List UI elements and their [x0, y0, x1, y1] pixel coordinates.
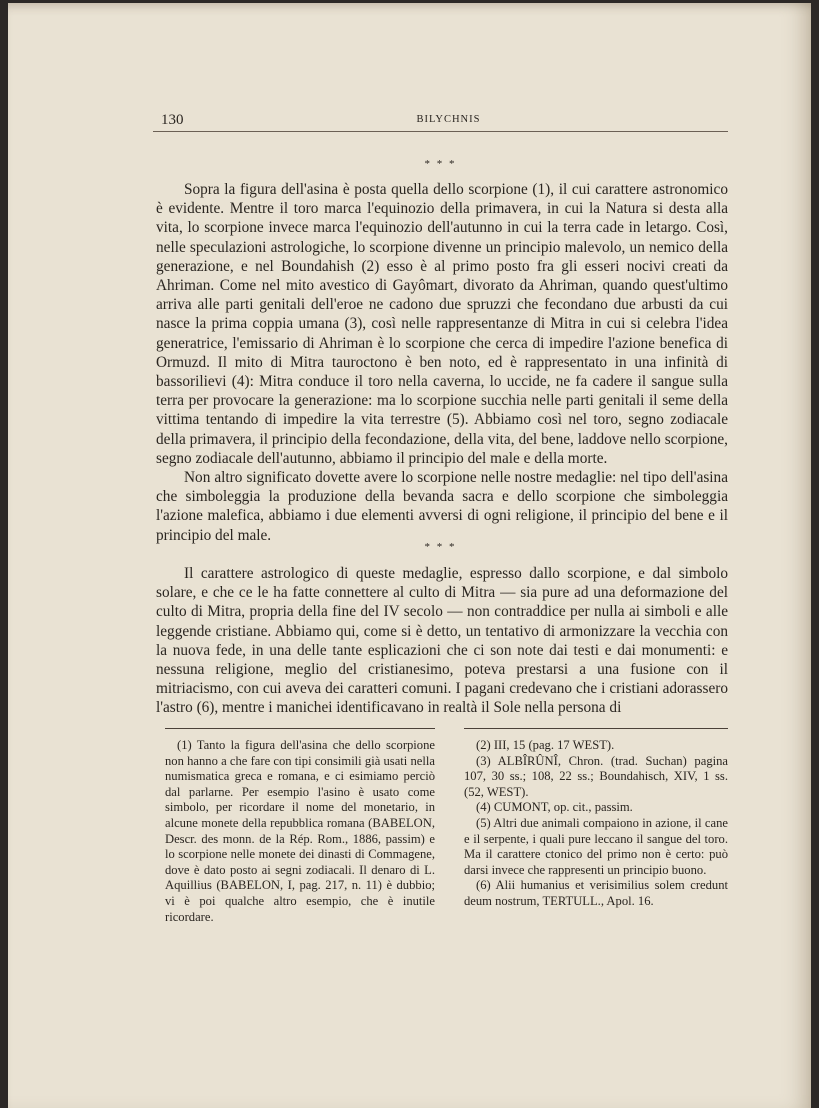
footnotes-right-column: [464, 738, 728, 910]
footnote-rule-left: [165, 728, 435, 729]
section-separator: * * *: [424, 541, 457, 553]
page-number: 130: [161, 112, 184, 128]
footnote: (6) Alii humanius et verisimilius solem credunt deum nostrum, TERTULL., Apol. 16.: [464, 878, 728, 908]
paragraph: Il carattere astrologico di queste medaglie, espresso dallo scorpione, e dal simbolo solare, e che ce le ha fatte connettere al culto di Mitra — sia pure ad una deformazione del culto di Mitra, propria della fine del IV secolo — non contraddice per nulla ai simboli e alle leggende cristiane. Abbiamo qui, come si è detto, un tentativo di armonizzare la vecchia con la nuova fede, in una delle tante esplicazioni che ci son note dai testi e dai monumenti: e nessuna religione, meglio del cristianesimo, poteva prestarsi a una fusione con il mitriacismo, con cui aveva dei caratteri comuni. I pagani credevano che i cristiani adorassero l'astro (6), mentre i manichei identificavano in realtà il Sole nella persona di: [156, 565, 728, 717]
header-rule: [153, 131, 728, 132]
paragraph: Non altro significato dovette avere lo scorpione nelle nostre medaglie: nel tipo dell'asina che simboleggia la produzione della bevanda sacra e dello scorpione che simboleggia l'azione malefica, abbiamo i due elementi avversi di ogni religione, il principio del bene e il principio del male.: [156, 469, 728, 544]
footnote-rule-right: [464, 728, 728, 729]
section-1-text: [156, 180, 728, 545]
footnote: (4) CUMONT, op. cit., passim.: [476, 800, 633, 815]
footnotes-left-column: [165, 738, 435, 925]
page-header: [161, 112, 736, 132]
footnote: (1) Tanto la figura dell'asina che dello scorpione non hanno a che fare con tipi consimili già usati nella numismatica greca e romana, e ci esimiamo perciò dal parlarne. Per esempio l'asino è usato come simbolo, per ricordare il nome del monetario, in alcune monete della repubblica romana (BABELON, Descr. des monn. de la Rép. Rom., 1886, passim) e lo scorpione nelle monete dei dinasti di Commagene, dove è dato posto ai segni zodiacali. Il denaro di L. Aquillius (BABELON, I, pag. 217, n. 11) è dubbio; vi è poi qualche altro esempio, che è inutile ricordare.: [165, 738, 435, 924]
section-2-text: [156, 564, 728, 718]
footnote: (5) Altri due animali compaiono in azione, il cane e il serpente, i quali pure leccano il sangue del toro. Ma il carattere ctonico del primo non è certo: può darsi invece che rappresenti un principio buono.: [464, 815, 728, 877]
paragraph: Sopra la figura dell'asina è posta quella dello scorpione (1), il cui carattere astronomico è evidente. Mentre il toro marca l'equinozio della primavera, in cui la Natura si desta alla vita, lo scorpione invece marca l'equinozio dell'autunno in cui la terra cade in letargo. Così, nelle speculazioni astrologiche, lo scorpione divenne un principio malevolo, un nemico della generazione, e nel Boundahish (2) esso è al primo posto fra gli esseri nocivi creati da Ahriman. Come nel mito avestico di Gayômart, divorato da Ahriman, quando quest'ultimo arriva alle parti genitali dell'eroe ne cadono due spruzzi che fecondano due arbusti da cui nasce la prima coppia umana (3), così nelle rappresentanze di Mitra in cui si celebra l'idea generatrice, l'emissario di Ahriman è lo scorpione che cerca di impedire l'azione benefica di Ormuzd. Il mito di Mitra tauroctono è ben noto, ed è rappresentato in una infinità di bassorilievi (4): Mitra conduce il toro nella caverna, lo uccide, ne fa cadere il sangue sulla terra per provocare la generazione: ma lo scorpione succhia nelle parti genitali il seme della vittima tentando di impedire la vita terrestre (5). Abbiamo così nel toro, segno zodiacale della primavera, il principio della fecondazione, della vita, del bene, laddove nello scorpione, segno zodiacale dell'autunno, abbiamo il principio del male e della morte.: [156, 181, 728, 467]
section-separator: * * *: [424, 158, 457, 170]
footnote: (3) ALBÎRÛNÎ, Chron. (trad. Suchan) pagina 107, 30 ss.; 108, 22 ss.; Boundahisch, XIV, 1 ss. (52, WEST).: [464, 753, 728, 799]
journal-title: BILYCHNIS: [416, 114, 481, 125]
footnote: (2) III, 15 (pag. 17 WEST).: [476, 738, 615, 752]
